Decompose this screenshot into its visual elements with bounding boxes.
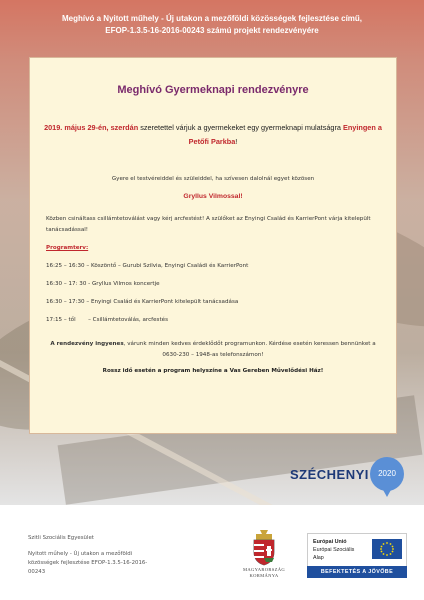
government-label	[222, 567, 306, 579]
eu-flag-icon	[372, 539, 402, 559]
government-line-2: KORMÁNYA	[249, 573, 279, 578]
craft-text: Közben csináltass csillámtetoválást vagy kérj arcfestést! A szülőket az Enyingi Család és KarrierPont várja kitelepült tanácsadással!	[46, 216, 371, 233]
header-line-1: Meghívó a Nyitott műhely - Új utakon a mezőföldi közösségek fejlesztése című,	[61, 14, 363, 23]
intro-end: !	[235, 137, 238, 146]
free-pre: A rendezvény	[50, 341, 96, 347]
szechenyi-logo	[290, 455, 410, 505]
project-name: Nyitott műhely - Új utakon a mezőföldi közösségek fejlesztése EFOP-1.3.5-16-2016-00243	[28, 551, 148, 575]
eu-line-3: Alap	[313, 555, 324, 561]
free-rest: , várunk minden kedves érdeklődőt programunkon. Kérdése esetén keressen bennünket a 0630-230 – 1948-as telefonszámon!	[123, 341, 376, 358]
header	[0, 13, 424, 37]
location-pin-icon	[382, 488, 392, 497]
siblings-text: Gyere el testvéreiddel és szüleiddel, ha szívesen dalolnál egyet közösen	[111, 176, 315, 182]
eu-line-2: Európai Szociális	[313, 547, 355, 553]
invest-in-future-banner: BEFEKTETÉS A JÖVŐBE	[307, 566, 407, 578]
szechenyi-2020-badge: 2020	[370, 457, 404, 491]
hungarian-coat-of-arms-icon	[250, 528, 278, 566]
program-item: 16:30 – 17:30 – Enyingi Család és KarrierPont kitelepült tanácsadása	[46, 299, 239, 305]
invitation-title: Meghívó Gyermeknapi rendezvényre	[117, 84, 309, 96]
szechenyi-text: SZÉCHENYI	[290, 467, 369, 482]
event-date: 2019. május 29-én, szerdán	[44, 123, 139, 132]
eu-text	[313, 538, 354, 562]
invitation-panel	[29, 57, 397, 434]
program-item: 16:30 – 17: 30 - Gryllus Vilmos koncertje	[46, 281, 160, 287]
program-heading: Programterv:	[46, 245, 89, 251]
header-line-2: EFOP-1.3.5-16-2016-00243 számú projekt rendezvényére	[105, 26, 319, 35]
event-place: Enyingen a Petőfi Parkba	[188, 123, 382, 146]
government-line-1: MAGYARORSZÁG	[243, 567, 285, 572]
eu-line-1: Európai Unió	[313, 539, 347, 545]
program-item: 16:25 – 16:30 – Köszöntő – Gurubi Szilvia, Enyingi Családi és KarrierPont	[46, 263, 249, 269]
rain-location-text: Rossz idő esetén a program helyszíne a Vas Gereben Művelődési Ház!	[102, 368, 324, 374]
eu-logo-box	[307, 533, 407, 567]
organization-name: Szitli Szociális Egyesület	[28, 535, 94, 541]
intro-paragraph	[36, 121, 390, 149]
intro-middle: szeretettel várjuk a gyermekeket egy gyermeknapi mulatságra	[138, 123, 343, 132]
guest-name: Gryllus Vilmossal!	[183, 193, 243, 200]
free-bold: ingyenes	[95, 341, 124, 347]
free-entry-text	[42, 339, 384, 361]
program-item: 17:15 – től – Csillámtetoválás, arcfestés	[46, 317, 169, 323]
